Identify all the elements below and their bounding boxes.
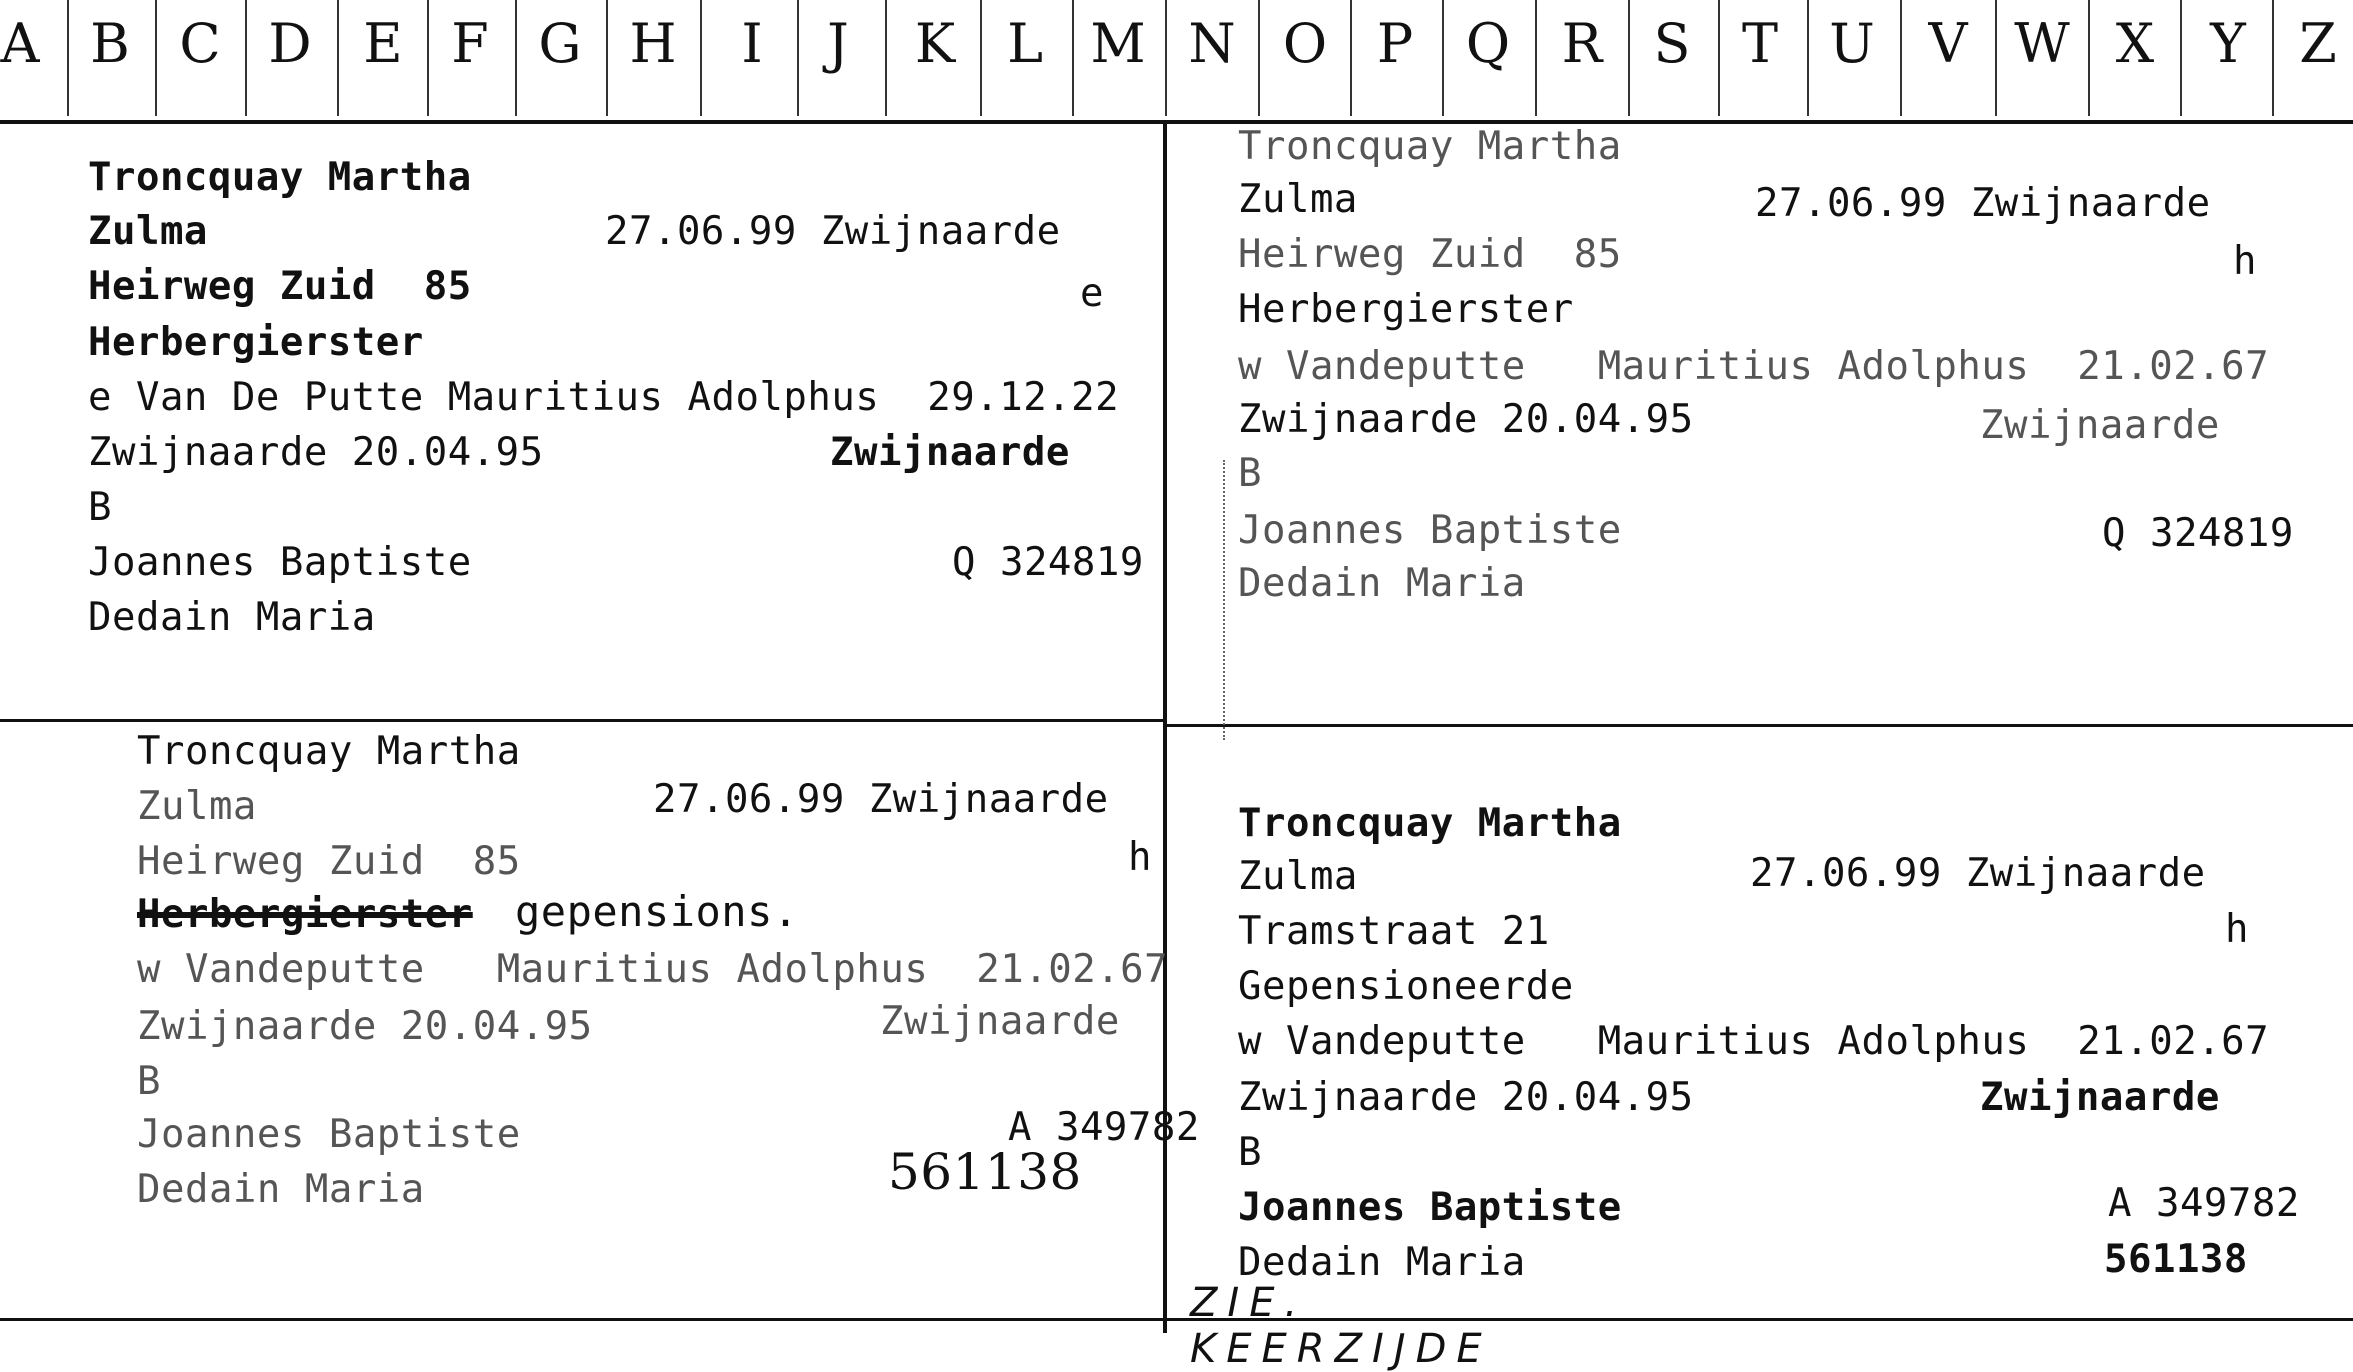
alphabet-letter-w: W xyxy=(2014,12,2070,75)
father: Joannes Baptiste xyxy=(88,540,472,585)
marriage: Zwijnaarde 20.04.95 xyxy=(137,1004,593,1049)
address: Heirweg Zuid 85 xyxy=(1238,232,1622,277)
marriage-place: Zwijnaarde xyxy=(1980,403,2220,448)
horizontal-divider-right xyxy=(1166,724,2353,727)
alphabet-letter-q: Q xyxy=(1465,12,1511,75)
alphabet-divider xyxy=(67,0,69,116)
spouse: w Vandeputte Mauritius Adolphus 21.02.67 xyxy=(1238,1019,2270,1064)
birth: 27.06.99 Zwijnaarde xyxy=(1750,851,2206,896)
alphabet-letter-v: V xyxy=(1928,12,1968,75)
birth: 27.06.99 Zwijnaarde xyxy=(653,777,1109,822)
alphabet-letter-l: L xyxy=(1007,12,1043,75)
birth: 27.06.99 Zwijnaarde xyxy=(605,209,1061,254)
alphabet-divider xyxy=(1350,0,1352,116)
birth: 27.06.99 Zwijnaarde xyxy=(1755,181,2211,226)
mark: e xyxy=(1080,271,1104,316)
alphabet-divider xyxy=(1165,0,1167,116)
first-name: Zulma xyxy=(1238,854,1358,899)
alphabet-letter-r: R xyxy=(1561,12,1603,75)
number-2: 561138 xyxy=(2104,1237,2248,1282)
name: Troncquay Martha xyxy=(1238,124,1622,169)
marriage-place: Zwijnaarde xyxy=(830,430,1070,475)
alphabet-divider xyxy=(980,0,982,116)
occupation-new: gepensions. xyxy=(515,887,799,936)
occupation: Gepensioneerde xyxy=(1238,964,1574,1009)
alphabet-divider xyxy=(2272,0,2274,116)
alphabet-letter-a: A xyxy=(0,12,40,75)
alphabet-letter-m: M xyxy=(1090,12,1146,75)
name: Troncquay Martha xyxy=(1238,801,1622,846)
marriage: Zwijnaarde 20.04.95 xyxy=(1238,1075,1694,1120)
alphabet-divider xyxy=(700,0,702,116)
alphabet-divider xyxy=(427,0,429,116)
father: Joannes Baptiste xyxy=(137,1112,521,1157)
marriage: Zwijnaarde 20.04.95 xyxy=(1238,397,1694,442)
name: Troncquay Martha xyxy=(137,729,521,774)
alphabet-letter-j: J xyxy=(827,12,849,75)
father: Joannes Baptiste xyxy=(1238,1185,1622,1230)
alphabet-index xyxy=(0,0,2353,124)
code: B xyxy=(137,1059,161,1104)
address: Heirweg Zuid 85 xyxy=(88,264,472,309)
horizontal-divider-left xyxy=(0,719,1166,722)
alphabet-letter-z: Z xyxy=(2299,12,2337,75)
alphabet-letter-c: C xyxy=(179,12,221,75)
first-name: Zulma xyxy=(137,784,257,829)
alphabet-divider xyxy=(606,0,608,116)
code: B xyxy=(1238,1130,1262,1175)
occupation: Herbergierster xyxy=(1238,287,1574,332)
mark: h xyxy=(2225,907,2249,952)
alphabet-divider xyxy=(2088,0,2090,116)
spouse: w Vandeputte Mauritius Adolphus 21.02.67 xyxy=(1238,344,2270,389)
mark: h xyxy=(1128,835,1152,880)
alphabet-letter-h: H xyxy=(629,12,677,75)
alphabet-divider xyxy=(1900,0,1902,116)
name: Troncquay Martha xyxy=(88,155,472,200)
alphabet-letter-e: E xyxy=(363,12,403,75)
address: Heirweg Zuid 85 xyxy=(137,839,521,884)
mother: Dedain Maria xyxy=(137,1167,425,1212)
alphabet-letter-d: D xyxy=(268,12,312,75)
alphabet-divider xyxy=(1072,0,1074,116)
vertical-divider xyxy=(1163,124,1167,1333)
alphabet-letter-t: T xyxy=(1741,12,1779,75)
alphabet-divider xyxy=(1628,0,1630,116)
alphabet-divider xyxy=(1995,0,1997,116)
alphabet-letter-y: Y xyxy=(2210,12,2246,75)
alphabet-divider xyxy=(337,0,339,116)
alphabet-letter-f: F xyxy=(451,12,489,75)
alphabet-letter-s: S xyxy=(1653,12,1691,75)
handwritten-note: ZIE. KEERZIJDE xyxy=(1190,1280,1492,1372)
alphabet-letter-k: K xyxy=(914,12,956,75)
alphabet-divider xyxy=(885,0,887,116)
alphabet-divider xyxy=(155,0,157,116)
number: A 349782 xyxy=(2108,1181,2300,1226)
alphabet-letter-o: O xyxy=(1282,12,1328,75)
alphabet-divider xyxy=(1258,0,1260,116)
mark: h xyxy=(2233,239,2257,284)
mother: Dedain Maria xyxy=(1238,561,1526,606)
number: A 349782 xyxy=(1008,1105,1200,1150)
alphabet-letter-p: P xyxy=(1376,12,1414,75)
alphabet-divider xyxy=(797,0,799,116)
code: B xyxy=(1238,451,1262,496)
number: Q 324819 xyxy=(952,540,1144,585)
marriage-place: Zwijnaarde xyxy=(880,999,1120,1044)
alphabet-divider xyxy=(1535,0,1537,116)
alphabet-letter-b: B xyxy=(90,12,130,75)
code: B xyxy=(88,485,112,530)
marriage: Zwijnaarde 20.04.95 xyxy=(88,430,544,475)
mother: Dedain Maria xyxy=(1238,1240,1526,1285)
bottom-rule xyxy=(0,1318,2353,1321)
alphabet-divider xyxy=(1442,0,1444,116)
handwritten-number: 561138 xyxy=(888,1143,1082,1201)
marriage-place: Zwijnaarde xyxy=(1980,1075,2220,1120)
alphabet-divider xyxy=(2180,0,2182,116)
address: Tramstraat 21 xyxy=(1238,909,1550,954)
first-name: Zulma xyxy=(88,209,208,254)
mother: Dedain Maria xyxy=(88,595,376,640)
spouse: w Vandeputte Mauritius Adolphus 21.02.67 xyxy=(137,947,1169,992)
occupation-struck: Herbergierster xyxy=(137,892,473,937)
number: Q 324819 xyxy=(2102,511,2294,556)
dotted-margin-line xyxy=(1223,460,1225,740)
alphabet-letter-i: I xyxy=(741,12,763,75)
alphabet-divider xyxy=(1807,0,1809,116)
alphabet-letter-g: G xyxy=(538,12,582,75)
alphabet-letter-n: N xyxy=(1188,12,1236,75)
alphabet-letter-u: U xyxy=(1829,12,1875,75)
alphabet-letter-x: X xyxy=(2115,12,2155,75)
alphabet-divider xyxy=(245,0,247,116)
spouse: e Van De Putte Mauritius Adolphus 29.12.22 xyxy=(88,375,1120,420)
occupation: Herbergierster xyxy=(88,320,424,365)
alphabet-divider xyxy=(515,0,517,116)
first-name: Zulma xyxy=(1238,177,1358,222)
father: Joannes Baptiste xyxy=(1238,508,1622,553)
alphabet-divider xyxy=(1718,0,1720,116)
